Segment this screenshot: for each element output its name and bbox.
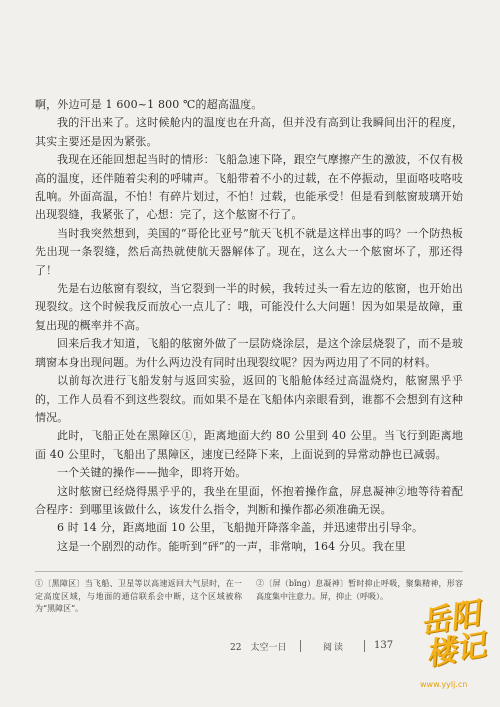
paragraph: 这时舷窗已经烧得黑乎乎的，我坐在里面，怀抱着操作盒，屏息凝神②地等待着配合程序：到哪里该做什么，该发什么指令，判断和操作都必须准确无误。 <box>35 484 463 516</box>
paragraph: 此时，飞船正处在黑障区①，距离地面大约 80 公里到 40 公里。当飞行到距离地面 40 公里时，飞船出了黑障区，速度已经降下来，上面说到的异常动静也已减弱。 <box>35 429 463 461</box>
paragraph: 啊，外边可是 1 600~1 800 ℃的超高温度。 <box>35 98 263 111</box>
page-number: 137 <box>374 640 394 651</box>
paragraph: 我现在还能回想起当时的情形：飞船急速下降，跟空气摩擦产生的激波，不仅有极高的温度，还伴随着尖利的呼啸声。飞船带着不小的过载，在不停振动，里面咯吱咯吱乱响。外面高温，不怕！有碎片划过，不怕！过载，也能承受！但是看到舷窗玻璃开始出现裂缝，我紧张了，心想：完了，这个舷窗不行了。 <box>35 153 463 222</box>
footnote-divider <box>35 571 463 572</box>
footnote-blackout-zone: ①〔黑障区〕当飞船、卫星等以高速返回大气层时，在一定高度区域，与地面的通信联系会中断，这个区域被称为“黑障区”。 <box>35 579 242 613</box>
paragraph: 6 时 14 分，距离地面 10 公里，飞船抛开降落伞盖，并迅速带出引导伞。 <box>57 521 424 535</box>
footnotes <box>35 578 463 616</box>
paragraph: 这是一个剧烈的动作。能听到“砰”的一声，非常响，164 分贝。我在里 <box>57 539 406 553</box>
paragraph: 以前每次进行飞船发射与返回实验，返回的飞船舱体经过高温烧灼，舷窗黑乎乎的，工作人员看不到这些裂纹。而如果不是在飞船体内亲眼看到，谁都不会想到有这种情况。 <box>35 374 463 424</box>
footnote-hold-breath: ②〔屏（bǐng）息凝神〕暂时抑止呼吸，聚集精神，形容高度集中注意力。屏，抑止（呼吸）。 <box>256 579 463 601</box>
paragraph: 我的汗出来了。这时候舱内的温度也在升高，但并没有高到让我瞬间出汗的程度，其实主要还是因为紧张。 <box>35 116 463 148</box>
footer-separator <box>300 640 301 652</box>
paragraph: 一个关键的操作——抛伞，即将开始。 <box>57 466 247 480</box>
lesson-title: 22 太空一日 <box>230 643 287 653</box>
site-watermark-logo <box>412 596 494 693</box>
watermark-text: 岳阳楼记 <box>417 596 489 673</box>
paragraph: 回来后我才知道，飞船的舷窗外做了一层防烧涂层，是这个涂层烧裂了，而不是玻璃窗本身出现问题。为什么两边没有同时出现裂纹呢？因为两边用了不同的材料。 <box>35 337 463 369</box>
watermark-url: www.yylj.cn <box>420 680 468 689</box>
paragraph: 先是右边舷窗有裂纹，当它裂到一半的时候，我转过头一看左边的舷窗，也开始出现裂纹。这个时候我反而放心一点儿了：哦，可能没什么大问题！因为如果是故障，重复出现的概率并不高。 <box>35 282 463 332</box>
paragraph: 当时我突然想到，美国的“哥伦比亚号”航天飞机不就是这样出事的吗？一个防热板先出现一条裂缝，然后高热就使航天器解体了。现在，这么大一个舷窗坏了，那还得了！ <box>35 226 463 277</box>
body-text <box>35 96 463 556</box>
footer-separator <box>364 640 365 652</box>
section-label: 阅读 <box>323 643 346 653</box>
